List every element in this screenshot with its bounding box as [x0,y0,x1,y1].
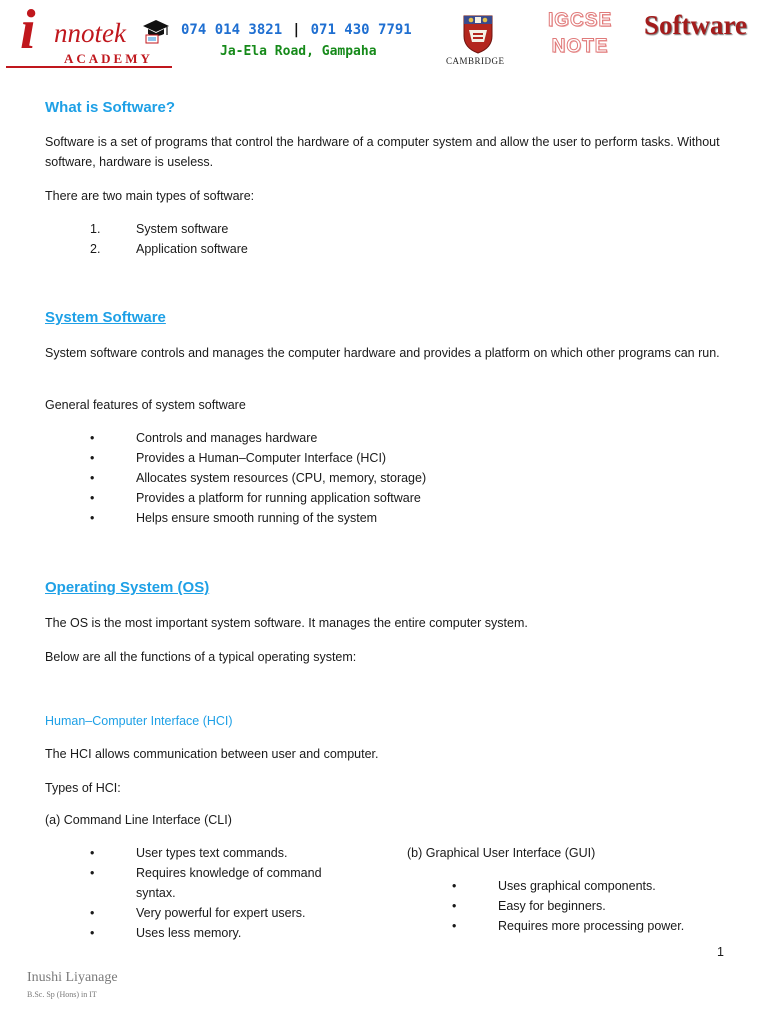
list-item-text: Helps ensure smooth running of the system [136,511,378,525]
list-item-text: Requires knowledge of command syntax. [136,866,322,900]
bullet-icon: • [452,899,457,913]
bullet-icon: • [90,431,95,445]
bullet-icon: • [452,879,457,893]
badge-line-note: NOTE [551,36,609,57]
bullet-icon: • [90,846,95,860]
paragraph-software-definition: Software is a set of programs that control the hardware of a computer system and allow the user to perform tasks. Without software, hardware is useless. [45,135,720,169]
bullet-icon: • [90,491,95,505]
list-item-text: Uses graphical components. [498,879,656,893]
cambridge-crest-icon [462,14,494,54]
list-item-text: Uses less memory. [136,926,242,940]
bullet-icon: • [90,471,95,485]
list-item-text: Application software [136,242,248,256]
heading-system-software: System Software [45,309,166,326]
list-item [90,923,350,943]
list-item-text: Requires more processing power. [498,919,685,933]
bullet-icon: • [90,906,95,920]
list-number: 2. [90,242,101,256]
paragraph-os-functions-intro: Below are all the functions of a typical operating system: [45,650,357,664]
list-item-text: Very powerful for expert users. [136,906,306,920]
list-item-text: Provides a platform for running application software [136,491,421,505]
page-header [0,0,768,72]
phone-number-2: 071 430 7791 [310,22,412,38]
cambridge-label: CAMBRIDGE [446,56,505,66]
graduation-cap-icon [142,18,170,44]
list-number: 1. [90,222,101,236]
subheading-hci: Human–Computer Interface (HCI) [45,714,233,728]
footer-qualification: B.Sc. Sp (Hons) in IT [27,990,97,999]
logo-initial: i [20,0,36,61]
label-types-of-hci: Types of HCI: [45,781,121,795]
logo-subtitle: ACADEMY [64,51,153,66]
list-item-text: User types text commands. [136,846,288,860]
list-item [90,863,350,903]
list-item-text: System software [136,222,229,236]
cli-features-list [90,843,350,943]
logo-wordmark: nnotek [54,18,126,48]
list-item-text: Allocates system resources (CPU, memory, storage) [136,471,427,485]
list-item-text: Controls and manages hardware [136,431,318,445]
bullet-icon: • [452,919,457,933]
label-gui: (b) Graphical User Interface (GUI) [407,846,596,860]
bullet-icon: • [90,511,95,525]
list-item [90,903,350,923]
academy-address: Ja-Ela Road, Gampaha [220,44,377,59]
paragraph-hci-definition: The HCI allows communication between user and computer. [45,747,379,761]
bullet-icon: • [90,926,95,940]
document-title: Software [644,10,747,40]
list-item-text: Easy for beginners. [498,899,606,913]
badge-line-igcse: IGCSE [548,10,613,31]
contact-phones [181,22,412,38]
heading-what-is-software: What is Software? [45,99,176,116]
phone-number-1: 074 014 3821 [181,22,283,38]
paragraph-software-types-intro: There are two main types of software: [45,189,255,203]
igcse-note-badge [548,8,612,60]
list-item-text: Provides a Human–Computer Interface (HCI) [136,451,387,465]
logo-underline [6,66,172,68]
paragraph-system-software-definition: System software controls and manages the computer hardware and provides a platform on which other programs can run. [45,346,720,360]
bullet-icon: • [90,866,95,880]
page-number: 1 [717,945,724,959]
innotek-logo [14,0,174,68]
footer-author: Inushi Liyanage [27,970,118,985]
label-cli: (a) Command Line Interface (CLI) [45,813,232,827]
phone-separator: | [292,22,301,38]
paragraph-os-definition: The OS is the most important system software. It manages the entire computer system. [45,616,528,630]
list-item [90,843,350,863]
heading-operating-system: Operating System (OS) [45,579,210,596]
bullet-icon: • [90,451,95,465]
paragraph-general-features: General features of system software [45,398,246,412]
